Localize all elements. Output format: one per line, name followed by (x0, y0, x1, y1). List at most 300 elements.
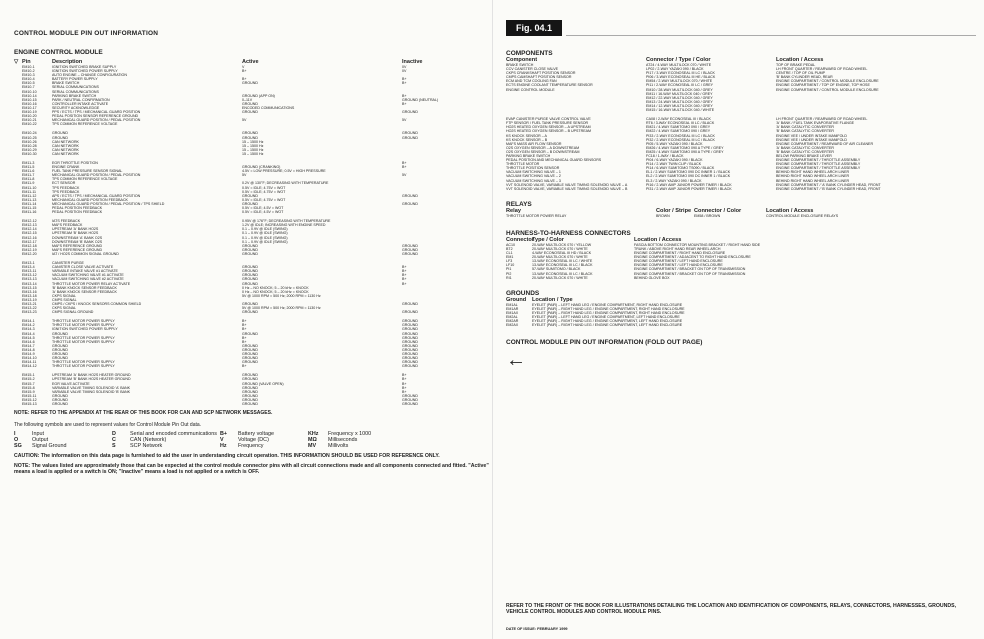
component-name (506, 108, 646, 112)
harness-location: ENGINE COMPARTMENT / LEFT HAND ENCLOSURE (634, 259, 723, 264)
pin-description: THROTTLE MOTOR POWER RELAY ACTIVATE (52, 281, 131, 286)
component-location: 'B' BANK CATALYTIC CONVERTER (776, 149, 835, 154)
legend-cell: Millivolts (328, 443, 349, 450)
legend-cell: Milliseconds (328, 437, 358, 444)
harness-connector: AC10 (506, 242, 515, 247)
pin-id: EM13-22 (22, 306, 37, 311)
component-location: ENGINE VEE / UNDER INTAKE MANIFOLD (776, 133, 848, 138)
component-name: MAFS MASS AIR FLOW SENSOR (506, 141, 562, 146)
pin-description: MECHANICAL GUARD POSITION / PEDAL POSITION (52, 118, 141, 123)
pin-inactive: B+ (402, 277, 407, 282)
pin-description: VACUUM SWITCHING VALVE #2 ACTIVATE (52, 277, 124, 282)
component-connector: EM25 / 4-WAY SUMITOMO 090 A TYPE / GREY (646, 149, 724, 154)
document-title: CONTROL MODULE PIN OUT INFORMATION (14, 30, 159, 37)
pin-active: GROUND (242, 373, 258, 378)
pin-inactive: GROUND (402, 331, 418, 336)
header-relay-connector: Connector / Color (694, 207, 742, 214)
pin-active: B+ (242, 319, 247, 324)
header-harness-connector: Connector (506, 236, 534, 243)
harness-connector: PI2 (506, 271, 512, 276)
pin-active: 0.5V = IDLE; 4.75V = WOT (242, 189, 286, 194)
component-connector: RT6 / 3-WAY ECONOSEAL III LC / BLACK (646, 121, 715, 126)
header-ground-location: Location / Type (532, 296, 573, 303)
component-connector: EM26 / 4-WAY SUMITOMO 090 A TYPE / GREY (646, 145, 724, 150)
harness-type: 13-WAY ECONOSEAL III LC / BLACK (532, 271, 593, 276)
pin-description: IATS FEEDBACK (52, 219, 81, 224)
component-name: KS KNOCK SENSOR – B (506, 137, 548, 142)
pin-id: EM11-9 (22, 181, 35, 186)
component-location: ENGINE COMPARTMENT / TOP OF ENGINE, TOP HOSE (776, 83, 870, 88)
header-rule (566, 35, 976, 36)
header-pin: Pin (22, 59, 31, 65)
pin-active: 0 Hz – NO KNOCK; 5 – 20 kHz = KNOCK (242, 285, 309, 290)
ground-location: EYELET (PAIR) – LEFT HAND LEG / ENGINE COMPARTMENT, LEFT HAND ENCLOSURE (532, 315, 680, 320)
pin-id: EM14-9 (22, 352, 35, 356)
harness-title: HARNESS-TO-HARNESS CONNECTORS (506, 229, 631, 237)
pin-active: GROUND (242, 281, 258, 286)
legend-cell: Hz (220, 443, 227, 450)
component-connector: EM22 / 4-WAY SUMITOMO 090 / GREY (646, 129, 711, 134)
pin-active: B+ (242, 327, 247, 332)
pin-inactive: GROUND (402, 356, 418, 361)
header-description: Description (52, 59, 83, 65)
component-name: CMPS CAMSHAFT POSITION SENSOR (506, 75, 572, 80)
harness-location: FASCIA BOTTOM CONNECTOR MOUNTING BRACKET / RIGHT HAND SIDE (634, 242, 761, 247)
pin-inactive: GROUND (402, 247, 418, 252)
pin-active: GROUND (242, 393, 258, 398)
relay-color: BROWN (656, 213, 670, 218)
pin-id: EM10-17 (22, 105, 37, 110)
row-marker (14, 364, 22, 368)
pin-description: EGR THROTTLE POSITION (52, 160, 98, 165)
pin-id: EM11-10 (22, 185, 37, 190)
pin-description: ECT SENSOR (52, 181, 76, 186)
grounds-table (506, 303, 976, 328)
reference-panel (506, 20, 976, 370)
component-location: LH FRONT QUARTER / REARWARD OF ROAD WHEEL (776, 67, 868, 72)
pin-id: EM10-3 (22, 73, 35, 78)
harness-type: 20-WAY MULTILOCK 070 / YELLOW (532, 242, 592, 247)
component-name: PEDAL POSITION AND MECHANICAL GUARD SENSORS (506, 158, 602, 163)
pin-description: CAN NETWORK (52, 151, 79, 156)
harness-connector: PI1 (506, 267, 512, 272)
component-connector: EM21 / 4-WAY SUMITOMO 090 / GREY (646, 125, 711, 130)
pin-active: B+ (242, 69, 247, 74)
pin-id: EM10-28 (22, 143, 37, 148)
pin-active: 15 – 1500 Hz (242, 147, 264, 152)
pin-inactive: B+ (402, 389, 407, 394)
header-ground: Ground (506, 296, 527, 303)
pin-row (14, 402, 490, 406)
pin-description: CMPS SIGNAL GROUND (52, 310, 94, 315)
header-inactive: Inactive (402, 59, 423, 65)
pin-description: PEDAL POSITION FEEDBACK (52, 210, 103, 215)
pin-id: EM11-13 (22, 197, 37, 202)
pin-description: GROUND (52, 331, 68, 336)
pin-id: EM12-17 (22, 239, 37, 244)
pin-description: THROTTLE MOTOR POWER SUPPLY (52, 364, 115, 369)
pin-active: 0.5V = IDLE; 4.5V = WOT (242, 210, 284, 215)
pin-description: IAT / HO2S COMMON SIGNAL GROUND (52, 251, 119, 256)
pin-inactive: 5V (402, 173, 407, 178)
pin-description: CAN NETWORK (52, 139, 79, 144)
component-name: VACUUM SWITCHING VALVE – 3 (506, 178, 561, 183)
component-location: 'A' BANK CATALYTIC CONVERTER (776, 125, 835, 130)
pin-inactive: 5V (402, 118, 407, 123)
component-connector: PI06 / 3-WAY ECONOSEAL III HE / BLACK (646, 75, 716, 80)
ground-location: EYELET (PAIR) – RIGHT HAND LEG / ENGINE COMPARTMENT, LEFT HAND ENCLOSURE (532, 319, 683, 324)
component-name: O2S OXYGEN SENSOR – A DOWNSTREAM (506, 145, 580, 150)
row-marker (14, 310, 22, 314)
legend-cell: C (112, 437, 116, 444)
pin-id: EM13-12 (22, 273, 37, 278)
pin-active: B+ (242, 323, 247, 328)
component-location: 'B' BANK CYLINDER HEAD, REAR (776, 75, 833, 80)
legend-cell: S (112, 443, 116, 450)
component-name: VVT SOLENOID VALVE, VARIABLE VALVE TIMING SOLENOID VALVE – B (506, 186, 628, 191)
pin-description: CKPS SIGNAL (52, 293, 76, 298)
pin-inactive: B+ (402, 77, 407, 82)
harness-type: 13-WAY ECONOSEAL III LC / BLACK (532, 263, 593, 268)
ground-id: EM2AR (506, 319, 519, 324)
pin-inactive: B+ (402, 385, 407, 390)
harness-type: 13-WAY ECONOSEAL III LC / WHITE (532, 259, 593, 264)
legend-cell: CAN (Network) (130, 437, 167, 444)
row-marker (14, 402, 22, 406)
pin-inactive: GROUND (402, 319, 418, 324)
pin-id: EM13-21 (22, 301, 37, 306)
pin-description: GROUND (52, 393, 68, 398)
pin-description: GROUND (52, 397, 68, 402)
harness-connector: LF10 (506, 263, 515, 268)
pin-inactive: B+ (402, 381, 407, 386)
pin-id: EM10-4 (22, 77, 35, 82)
pin-id: EM13-16 (22, 289, 37, 294)
pin-id: EM13-23 (22, 310, 37, 315)
pin-id: EM10-2 (22, 69, 35, 74)
component-connector: EM15 / 16-WAY MULTILOCK 040 / WHITE (646, 108, 715, 113)
pin-inactive: B+ (402, 265, 407, 270)
pin-description: THROTTLE MOTOR POWER SUPPLY (52, 335, 115, 340)
pin-active: B+ (242, 335, 247, 340)
pin-active: 5V (242, 173, 247, 178)
pin-id: EM15-9 (22, 389, 35, 394)
component-location: ENGINE COMPARTMENT / CONTROL MODULE ENCLOSURE (776, 87, 879, 92)
pin-id: EM11-12 (22, 193, 37, 198)
pin-row (14, 210, 490, 214)
pin-description: MAFS REFERENCE GROUND (52, 247, 103, 252)
pin-id: EM14-12 (22, 364, 37, 369)
pin-active: GROUND (242, 251, 258, 256)
component-location: ENGINE VEE / UNDER INTAKE MANIFOLD (776, 137, 848, 142)
component-connector: AT24 / 4-WAY MULTILOCK 070 / WHITE (646, 63, 712, 67)
pin-description: IGNITION SWITCHED POWER SUPPLY (52, 327, 118, 332)
pin-description: UPSTREAM 'B' BANK HO2S (52, 231, 99, 236)
pin-id: EM11-15 (22, 206, 37, 210)
pin-active: GROUND (242, 343, 258, 348)
legend-cell: SG (14, 443, 22, 450)
pin-active: B+ (242, 339, 247, 344)
pin-description: CAN NETWORK (52, 147, 79, 152)
pin-active: 0.5V = IDLE; 4.75V = WOT (242, 197, 286, 202)
pin-description: PEDAL POSITION SENSOR REFERENCE GROUND (52, 114, 139, 119)
pin-id: EM10-20 (22, 114, 37, 119)
pin-table (14, 65, 490, 406)
pin-description: BRAKE SWITCH (52, 81, 80, 86)
caution-text: CAUTION: The information on this data page is furnished to aid the user in understanding circuit operation. THIS INFORMATION SHOULD BE USED FOR REFERENCE ONLY. (14, 453, 440, 460)
pin-inactive: GROUND (402, 243, 418, 248)
component-connector: PI31 / 2-WAY AMP JUNIOR POWER TIMER / BLACK (646, 186, 732, 191)
pin-id: EM14-3 (22, 327, 35, 332)
header-relay: Relay (506, 207, 521, 214)
section-title: ENGINE CONTROL MODULE (14, 49, 103, 56)
pin-id: EM10-21 (22, 118, 37, 123)
pin-description: 'A' BANK KNOCK SENSOR FEEDBACK (52, 289, 117, 294)
row-marker (14, 210, 22, 214)
component-name: CKPS CRANKSHAFT POSITION SENSOR (506, 71, 576, 76)
header-harness-type: Type / Color (532, 236, 564, 243)
pin-description: CONTROLLER INTAKE ACTIVATE (52, 101, 109, 106)
pin-id: EM12-15 (22, 231, 37, 236)
pin-active (242, 122, 402, 126)
pin-description: VARIABLE INTAKE VALVE #1 ACTIVATE (52, 269, 118, 274)
header-connector: Connector / Type / Color (646, 57, 711, 63)
pin-active: GROUND (242, 247, 258, 252)
pin-inactive (402, 210, 462, 214)
symbol-legend (14, 431, 490, 449)
pin-active: 1.2V @ IDLE; INCREASING WITH ENGINE SPEED (242, 223, 326, 228)
component-location (776, 108, 976, 112)
component-connector: EM13 / 24-WAY MULTILOCK 040 / GREY (646, 99, 713, 104)
component-connector: PI14 / 6-WAY SUMITOMO TS090 / BLACK (646, 166, 715, 171)
pin-description: THROTTLE MOTOR POWER SUPPLY (52, 360, 115, 365)
pin-description: GROUND (52, 347, 68, 352)
ground-location: EYELET (PAIR) – RIGHT HAND LEG / ENGINE COMPARTMENT, RIGHT HAND ENCLOSURE (532, 310, 685, 315)
component-location: ENGINE COMPARTMENT / THROTTLE ASSEMBLY (776, 166, 861, 171)
ground-location: EYELET (PAIR) – RIGHT HAND LEG / ENGINE COMPARTMENT, RIGHT HAND ENCLOSURE (532, 306, 685, 311)
row-marker (14, 252, 22, 256)
pin-active: GROUND (242, 193, 258, 198)
component-name: PARKING BRAKE SWITCH (506, 153, 551, 158)
pin-active: 0.2V @ 130°F; DECREASING WITH TEMPERATURE (242, 181, 329, 186)
pin-active: GROUND (242, 402, 258, 407)
pin-inactive: B+ (402, 269, 407, 274)
pin-description: SECURITY ACKNOWLEDGE (52, 105, 100, 110)
pin-active: GROUND (242, 110, 258, 115)
pin-id: EM14-7 (22, 343, 35, 348)
pin-id: EM12-20 (22, 251, 37, 256)
pin-active: B+ (242, 364, 247, 369)
relay-row (506, 214, 976, 218)
pin-description: PARKING BRAKE SWITCH (52, 93, 97, 98)
pin-description: APS / ECTS / TPS / MECHANICAL GUARD POSITION (52, 193, 141, 198)
component-location: 'B' BANK CATALYTIC CONVERTER (776, 129, 835, 134)
pin-inactive: 0V (402, 65, 407, 69)
pin-description: DOWNSTREAM 'A' BANK O2S (52, 235, 103, 240)
signal-type-icon: ▽ (14, 59, 19, 65)
harness-type: 20-WAY MULTILOCK 070 / WHITE (532, 275, 588, 280)
component-connector: PI33 / 2-WAY ECONOSEAL III LC / BLACK (646, 133, 715, 138)
pin-active: 15 – 1500 Hz (242, 139, 264, 144)
component-location: BEHIND RIGHT HAND WHEEL ARCH LINER (776, 170, 850, 175)
pin-active: GROUND (242, 347, 258, 352)
header-location: Location / Access (776, 57, 824, 63)
harness-table (506, 243, 976, 280)
pin-id: EM15-2 (22, 377, 35, 382)
row-marker (14, 152, 22, 156)
component-name: ENGINE CONTROL MODULE (506, 87, 555, 92)
pin-id: EM11-5 (22, 165, 35, 170)
component-name: VVT SOLENOID VALVE, VARIABLE VALVE TIMING SOLENOID VALVE – A (506, 182, 628, 187)
harness-location: ENGINE COMPARTMENT / BRACKET ON TOP OF TRANSMISSION (634, 267, 746, 272)
pin-active: GROUND (242, 81, 258, 86)
harness-location: BEHIND GLOVE BOX (634, 275, 670, 280)
pin-description: TPS FEEDBACK (52, 185, 80, 190)
legend-cell: D (112, 431, 116, 438)
legend-intro: The following symbols are used to represent values for Control Module Pin Out data. (14, 422, 202, 429)
pin-id: EM11-7 (22, 173, 35, 178)
harness-location: ENGINE COMPARTMENT / LEFT HAND ENCLOSURE (634, 263, 723, 268)
component-name: ECM AND TCM COOLING FAN (506, 79, 557, 84)
ground-row (506, 323, 976, 327)
pin-id: EM10-26 (22, 139, 37, 144)
harness-connector: RI1 (506, 275, 512, 280)
pin-id: EM15-13 (22, 402, 37, 407)
component-name: THROTTLE MOTOR (506, 162, 540, 167)
component-connector: PI17 / 3-WAY ECONOSEAL III LC / BLACK (646, 71, 715, 76)
ground-id: EM1AL (506, 302, 518, 307)
component-name: VACUUM SWITCHING VALVE – 2 (506, 174, 561, 179)
pin-id: EM10-29 (22, 147, 37, 152)
component-connector: EL3 / 2-WAY YAZAKI 090 / BLACK (646, 178, 702, 183)
pin-description: UPSTREAM 'B' BANK HO2S HEATER GROUND (52, 377, 131, 382)
harness-connector: CL1 (506, 251, 513, 256)
pin-inactive: B+ (402, 165, 407, 170)
pin-id: EM14-11 (22, 360, 37, 365)
pin-inactive: B+ (402, 373, 407, 378)
component-connector: EM14 / 12-WAY MULTILOCK 040 / GREY (646, 103, 713, 108)
pin-row (14, 310, 490, 314)
pin-active: GROUND (242, 389, 258, 394)
component-location: ENGINE COMPARTMENT / 'A' BANK CYLINDER HEAD, FRONT (776, 182, 881, 187)
pin-active: 0.1 – 0.9V @ IDLE (SWING) (242, 227, 288, 232)
component-connector: EL1 / 2-WAY SUMITOMO 090 DC INNER 1 / BLACK (646, 170, 731, 175)
pin-inactive: GROUND (402, 201, 418, 206)
pin-description: THROTTLE MOTOR POWER SUPPLY (52, 323, 115, 328)
pin-id: EM15-8 (22, 385, 35, 390)
component-location: 'A' BANK CATALYTIC CONVERTER (776, 145, 835, 150)
pin-active: 0.5V = IDLE; 4.75V = WOT (242, 185, 286, 190)
pin-active: GROUND (242, 310, 258, 315)
pin-description: GROUND (52, 343, 68, 348)
component-connector: EM11 / 16-WAY MULTILOCK 040 / GREY (646, 91, 713, 96)
values-note: NOTE: The values listed are approximately those that can be expected at the control module connector pins with all circuit connections made and all components connected and fitted. "Active" means a load is applied or a switch is ON; "Inactive" means a load is not applied or a switch is OFF. (14, 463, 489, 476)
pin-id: EM10-24 (22, 131, 37, 136)
pin-id: EM14-5 (22, 335, 35, 340)
ground-location: EYELET (PAIR) – RIGHT HAND LEG / ENGINE COMPARTMENT, LEFT HAND ENCLOSURE (532, 323, 683, 328)
harness-type: 20-WAY MULTILOCK 070 / WHITE (532, 255, 588, 260)
header-relay-location: Location / Access (766, 207, 814, 214)
pin-row (14, 122, 490, 126)
pin-id: EM10-5 (22, 81, 35, 86)
pin-description: GROUND (52, 135, 68, 140)
fold-out-title: CONTROL MODULE PIN OUT INFORMATION (FOLD OUT PAGE) (506, 339, 703, 347)
pin-inactive: GROUND (402, 397, 418, 402)
relay-name: THROTTLE MOTOR POWER RELAY (506, 213, 567, 218)
component-connector: PI32 / 2-WAY ECONOSEAL III LC / BLACK (646, 137, 715, 142)
pin-inactive: GROUND (402, 402, 418, 407)
pin-description: TPS COMMON REFERENCE VOLTAGE (52, 122, 118, 127)
pin-inactive: B+ (402, 93, 407, 98)
pin-active: ENCODED COMMUNICATIONS (242, 105, 295, 110)
pin-description: FUEL TANK PRESSURE SENSOR SIGNAL (52, 169, 123, 174)
pin-description: GROUND (52, 352, 68, 356)
pin-description: UPSTREAM 'A' BANK HO2S (52, 227, 99, 232)
pin-inactive: GROUND (402, 360, 418, 365)
component-name: FTP SENSOR / FUEL TANK PRESSURE SENSOR (506, 121, 589, 126)
pin-active: 5V @ 1000 RPM = 500 Hz; 2000 RPM = 1130 Hz (242, 293, 321, 298)
component-name: KS KNOCK SENSOR – A (506, 133, 547, 138)
pin-id: EM15-12 (22, 397, 37, 402)
legend-cell: I (14, 431, 16, 438)
pin-row (14, 152, 490, 156)
component-connector: EM54 / 2-WAY MULTILOCK 070 / WHITE (646, 79, 713, 84)
pin-active: 15 – 1500 Hz (242, 151, 264, 156)
pin-id: EM11-16 (22, 210, 37, 215)
pin-active: 15 – 1500 Hz (242, 143, 264, 148)
component-location: BELOW PARKING BRAKE LEVER (776, 153, 832, 158)
pin-active: GROUND (242, 201, 258, 206)
legend-cell: Signal Ground (32, 443, 67, 450)
component-connector: PI11 / 2-WAY ECONOSEAL III LC / GREY (646, 83, 714, 88)
pin-inactive: 0V (402, 69, 407, 74)
component-name: EVAP CANISTER PURGE VALVE CONTROL VALVE (506, 117, 591, 122)
pin-inactive (402, 122, 462, 126)
pin-id: EM10-15 (22, 97, 37, 102)
pin-inactive: B+ (402, 377, 407, 382)
pin-inactive: GROUND (402, 110, 418, 115)
pin-active: GROUND (242, 101, 258, 106)
pin-active: GROUND (242, 397, 258, 402)
pin-description: PEDAL POSITION FEEDBACK (52, 206, 103, 210)
pin-description: PARK / NEUTRAL CONFIRMATION (52, 97, 110, 102)
pin-description: CAN NETWORK (52, 143, 79, 148)
ground-id: EM1AR (506, 306, 519, 311)
harness-connector: LF3 (506, 259, 513, 264)
harness-connector: BT2 (506, 247, 513, 251)
pin-id: EM10-14 (22, 93, 37, 98)
figure-label: Fig. 04.1 (506, 20, 562, 36)
pin-description: CANISTER PURGE (52, 261, 84, 266)
component-name: O2S OXYGEN SENSOR – B DOWNSTREAM (506, 149, 580, 154)
component-connector: PI14 / 2-WAY TWIN CLIP / BLACK (646, 162, 702, 167)
pin-id: EM13-14 (22, 281, 37, 286)
pin-description: AUTO ENGINE – CHANGE CONFIGURATION (52, 73, 127, 78)
pin-description: MECHANICAL GUARD POSITION / PEDAL POSITION (52, 173, 141, 178)
component-name: HO2S HEATED OXYGEN SENSOR – B UPSTREAM (506, 129, 592, 134)
pin-out-panel (14, 30, 490, 475)
pin-description: TPS FEEDBACK (52, 189, 80, 194)
relay-location: CONTROL MODULE ENCLOSURE RELAYS (766, 213, 839, 218)
component-location: TOP OF BRAKE PEDAL (776, 63, 816, 67)
ground-id: EM2AL (506, 315, 518, 320)
component-connector: EL2 / 2-WAY SUMITOMO 090 DC INNER 1 / BLACK (646, 174, 731, 179)
ground-id: EM1AX (506, 310, 519, 315)
legend-cell: Voltage (DC) (238, 437, 269, 444)
pin-id: EM10-30 (22, 151, 37, 156)
pin-row (14, 252, 490, 256)
harness-location: ENGINE COMPARTMENT / RIGHT HAND ENCLOSURE (634, 251, 726, 256)
